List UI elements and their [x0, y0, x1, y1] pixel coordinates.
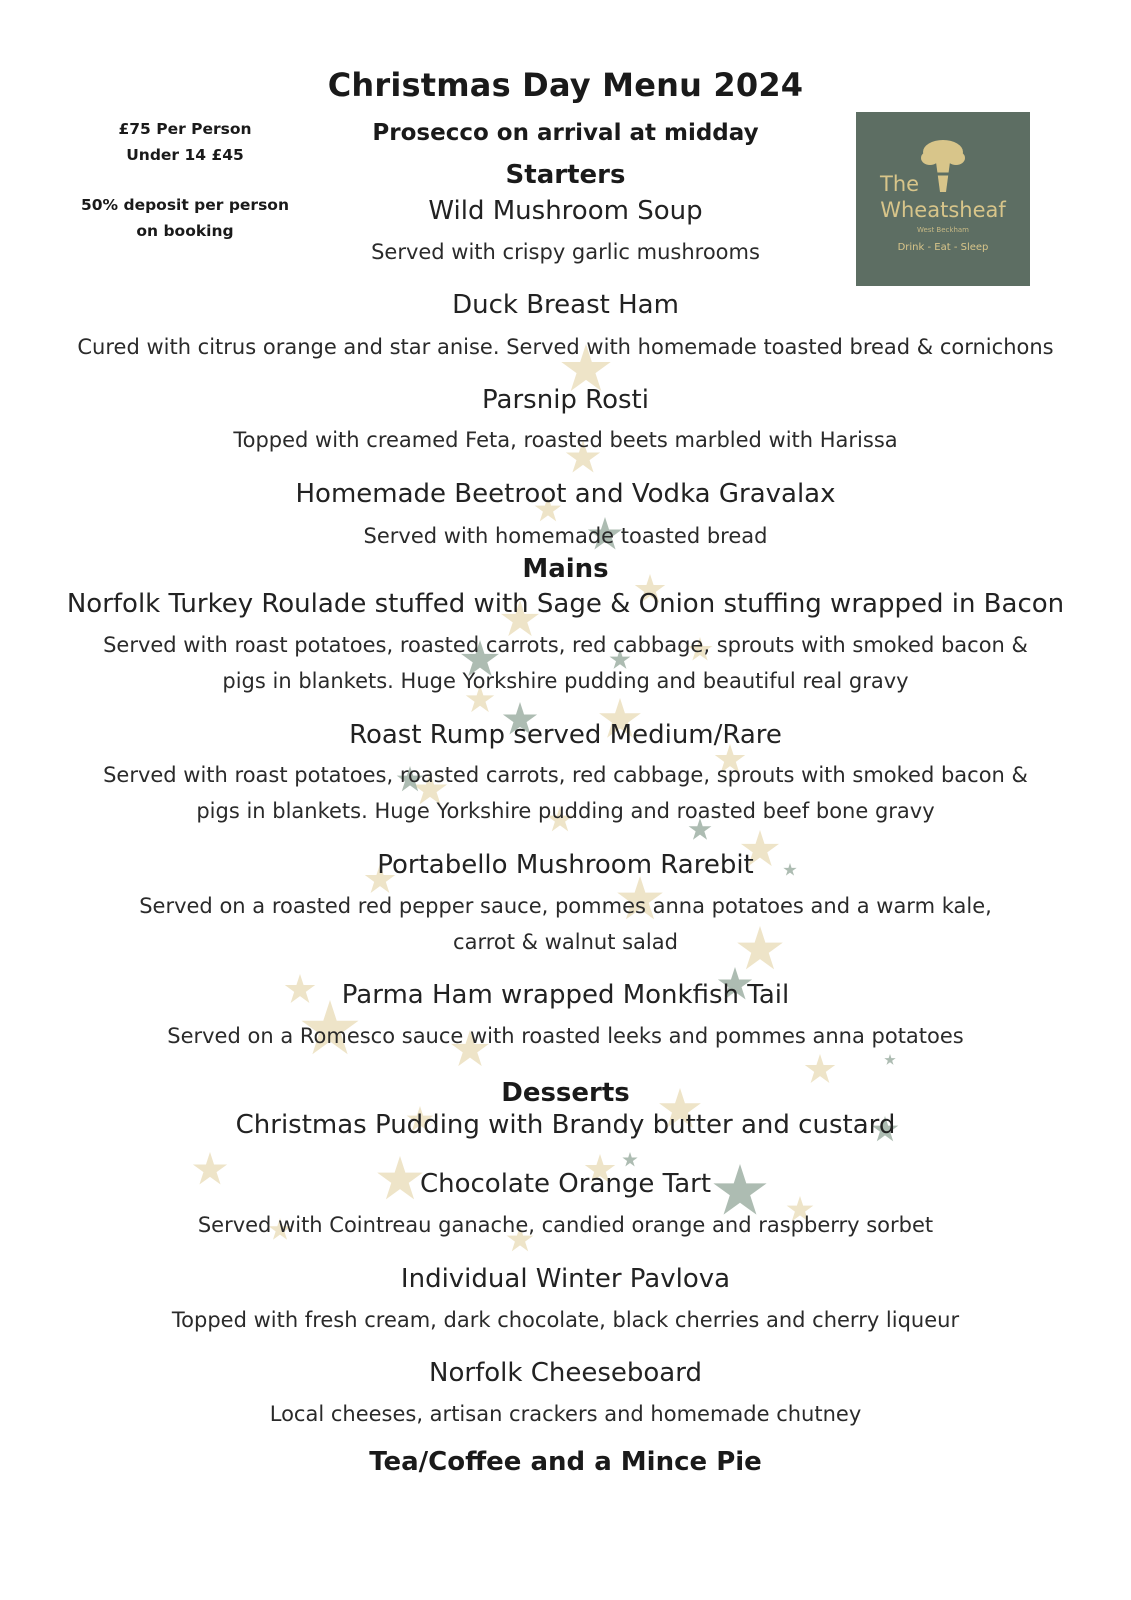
desserts-heading: Desserts	[501, 1078, 630, 1108]
deposit-line-2: on booking	[136, 222, 234, 240]
logo-name: Wheatsheaf	[880, 198, 1006, 222]
mains-heading: Mains	[522, 554, 609, 584]
dish-name: Homemade Beetroot and Vodka Gravalax	[295, 479, 836, 509]
dish-description: Topped with fresh cream, dark chocolate, black cherries and cherry liqueur	[171, 1308, 960, 1332]
logo-location: West Beckham	[917, 226, 969, 234]
dish-description: Local cheeses, artisan crackers and homemade chutney	[269, 1402, 862, 1426]
dish-description: Served with crispy garlic mushrooms	[371, 240, 760, 264]
dish-description: Served on a Romesco sauce with roasted leeks and pommes anna potatoes	[167, 1024, 964, 1048]
dish-name: Chocolate Orange Tart	[419, 1169, 712, 1199]
dish-description: Served with roast potatoes, roasted carrots, red cabbage, sprouts with smoked bacon &	[103, 763, 1028, 787]
deposit-line-1: 50% deposit per person	[80, 196, 289, 214]
dish-description: Served with roast potatoes, roasted carrots, red cabbage, sprouts with smoked bacon &	[103, 633, 1028, 657]
dish-name: Wild Mushroom Soup	[428, 196, 703, 226]
dish-description: Cured with citrus orange and star anise. Served with homemade toasted bread & cornichons	[77, 335, 1054, 359]
logo-tagline: Drink - Eat - Sleep	[897, 242, 989, 253]
dish-name: Parma Ham wrapped Monkfish Tail	[341, 980, 790, 1010]
arrival-note: Prosecco on arrival at midday	[372, 120, 759, 146]
dish-description: carrot & walnut salad	[453, 930, 678, 954]
starters-heading: Starters	[505, 160, 626, 190]
dish-name: Parsnip Rosti	[482, 385, 649, 415]
dish-description: pigs in blankets. Huge Yorkshire pudding and beautiful real gravy	[222, 669, 909, 693]
dish-description: Served with Cointreau ganache, candied orange and raspberry sorbet	[197, 1213, 934, 1237]
dish-name: Duck Breast Ham	[452, 290, 679, 320]
dish-name: Norfolk Cheeseboard	[429, 1358, 702, 1388]
dish-description: Served on a roasted red pepper sauce, pommes anna potatoes and a warm kale,	[139, 894, 992, 918]
dish-name: Norfolk Turkey Roulade stuffed with Sage & Onion stuffing wrapped in Bacon	[66, 589, 1065, 619]
dish-description: Topped with creamed Feta, roasted beets marbled with Harissa	[233, 428, 898, 452]
price-adult: £75 Per Person	[118, 120, 252, 138]
dish-description: Served with homemade toasted bread	[363, 524, 768, 548]
dish-description: pigs in blankets. Huge Yorkshire pudding and roasted beef bone gravy	[196, 799, 935, 823]
dish-name: Portabello Mushroom Rarebit	[377, 850, 754, 880]
footer-note: Tea/Coffee and a Mince Pie	[369, 1447, 762, 1477]
dish-name: Christmas Pudding with Brandy butter and custard	[235, 1110, 896, 1140]
price-child: Under 14 £45	[126, 146, 244, 164]
logo-the: The	[880, 172, 920, 196]
page-title: Christmas Day Menu 2024	[327, 66, 804, 104]
dish-name: Individual Winter Pavlova	[400, 1264, 731, 1294]
dish-name: Roast Rump served Medium/Rare	[349, 720, 782, 750]
